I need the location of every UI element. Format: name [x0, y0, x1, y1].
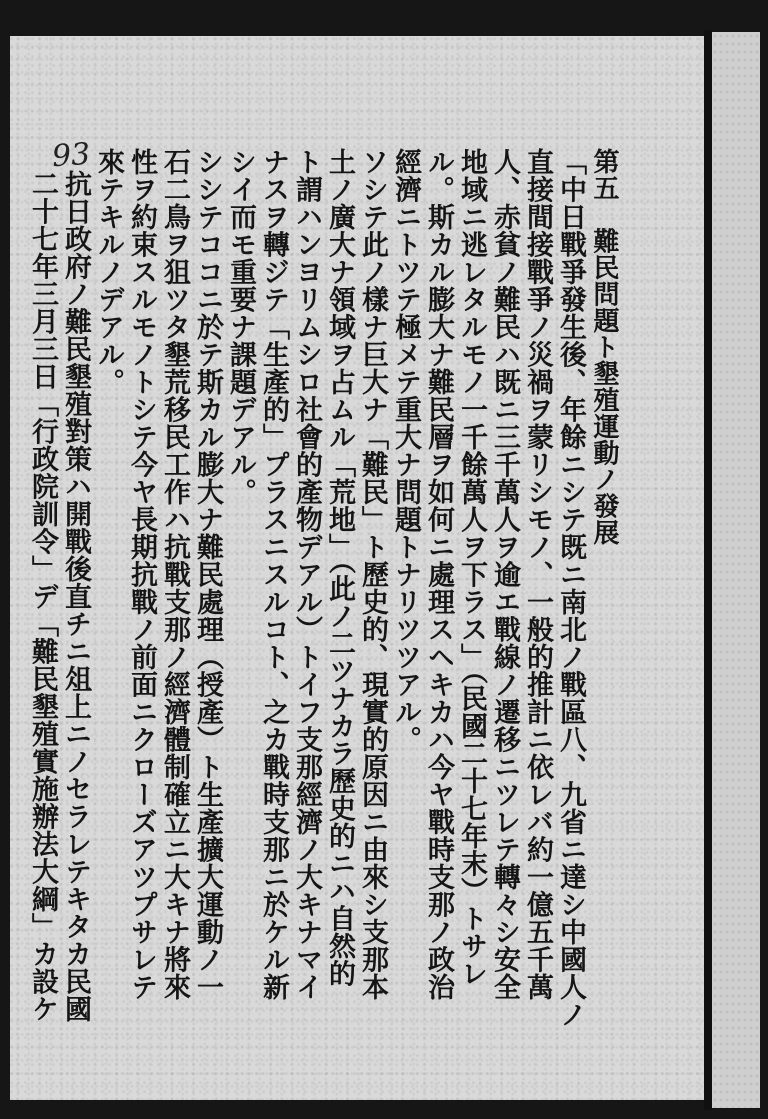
text-column: シシテココニ於テ斯カル膨大ナ難民處理（授產）ト生產擴大運動ノ一: [192, 148, 223, 1001]
text-column: 來テキルノデアル。: [93, 148, 124, 396]
text-column: 地域ニ逃レタルモノ一千餘萬人ヲ下ラス」（民國二十七年末）トサレ: [456, 148, 487, 987]
text-column: ナスヲ轉ジテ「生產的」プラスニスルコト、之カ戰時支那ニ於ケル新: [258, 148, 289, 1001]
page-number: 93: [50, 136, 92, 175]
text-column: ト謂ハンヨリムシロ社會的產物デアル）トイフ支那經濟ノ大キナマイ: [291, 148, 322, 1001]
text-column: 經濟ニトツテ極メテ重大ナ問題トナリツツアル。: [390, 148, 421, 753]
book-spine: [704, 30, 712, 1110]
text-column: 土ノ廣大ナ領域ヲ占ムル「荒地」（此ノ二ツナカラ歷史的ニハ自然的: [324, 148, 355, 987]
text-column: 人、赤貧ノ難民ハ既ニ三千萬人ヲ逾エ戰線ノ遷移ニツレテ轉々シ安全: [489, 148, 520, 1001]
section-heading: 第五 難民問題ト墾殖運動ノ發展: [589, 148, 619, 546]
text-column: 二十七年三月三日「行政院訓令」デ「難民墾殖實施辦法大綱」カ設ケ: [27, 170, 58, 1023]
adjacent-page-edge: [712, 32, 760, 1108]
text-column: 直接間接戰爭ノ災禍ヲ蒙リシモノ、一般的推計ニ依レバ約一億五千萬: [522, 148, 553, 1001]
text-column: シイ而モ重要ナ課題デアル。: [225, 148, 256, 506]
text-column: ル。斯カル膨大ナ難民層ヲ如何ニ處理スヘキカハ今ヤ戰時支那ノ政治: [423, 148, 454, 1001]
text-column: 抗日政府ノ難民墾殖對策ハ開戰後直チニ俎上ニノセラレテキタカ民國: [60, 170, 91, 1023]
text-column: ソシテ此ノ樣ナ巨大ナ「難民」ト歷史的、現實的原因ニ由來シ支那本: [357, 148, 388, 1001]
text-column: 石二鳥ヲ狙ツタ墾荒移民工作ハ抗戰支那ノ經濟體制確立ニ大キナ將來: [159, 148, 190, 1001]
text-column: 「中日戰爭發生後、年餘ニシテ既ニ南北ノ戰區八、九省ニ達シ中國人ノ: [555, 148, 586, 1028]
text-column: 性ヲ約束スルモノトシテ今ヤ長期抗戰ノ前面ニクローズアツプサレテ: [126, 148, 157, 1001]
